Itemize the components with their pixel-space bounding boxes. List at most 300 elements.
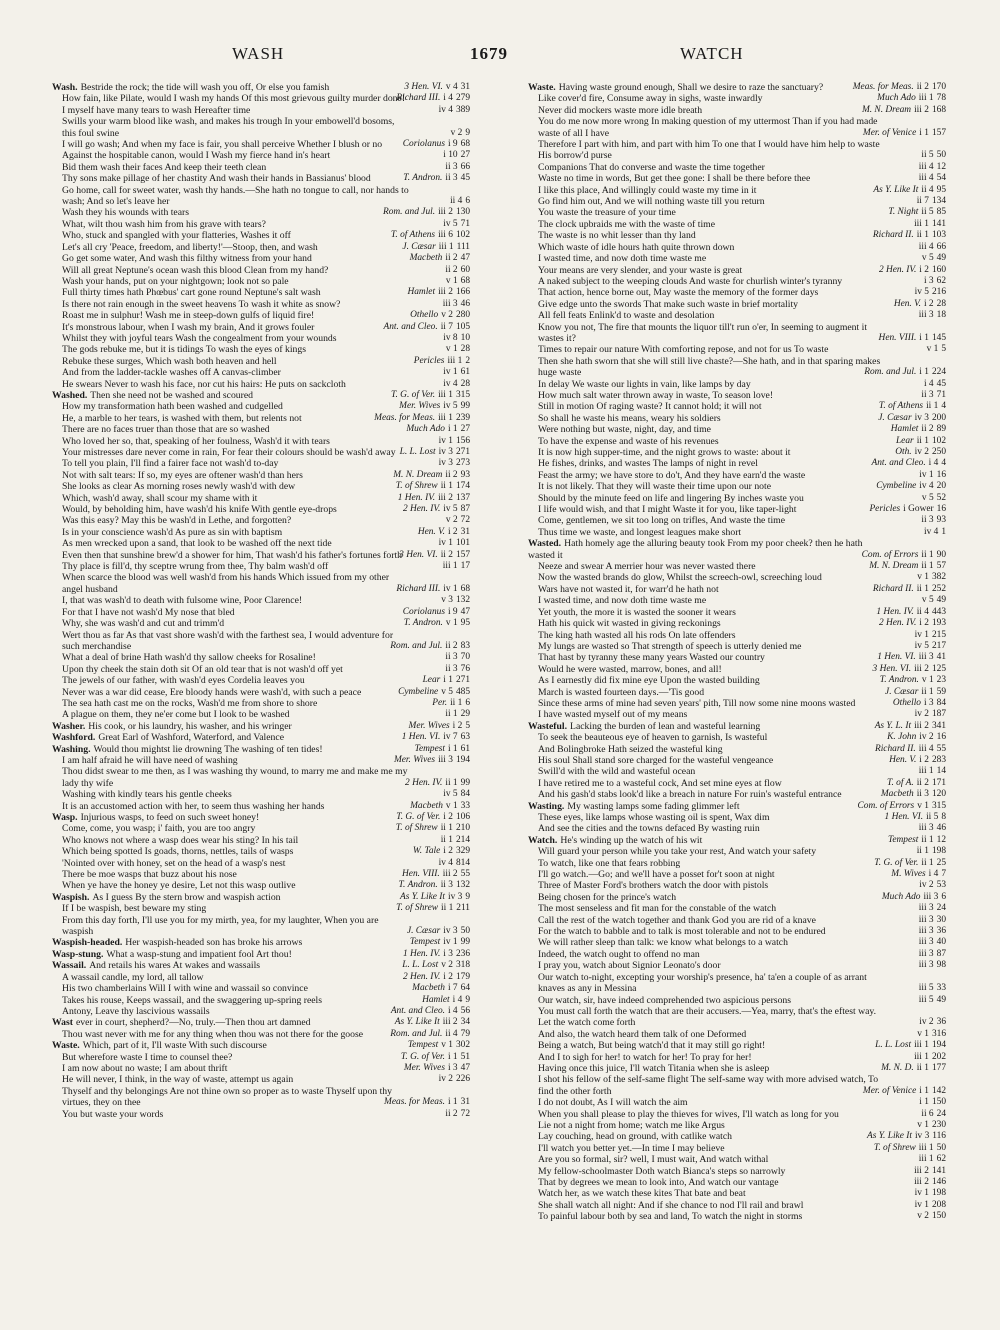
act-scene: i 2 bbox=[919, 754, 929, 765]
play-title: Othello bbox=[892, 697, 921, 708]
citation bbox=[863, 1086, 946, 1097]
line-number: 316 bbox=[931, 1028, 946, 1039]
citation bbox=[422, 995, 470, 1006]
citation bbox=[403, 949, 470, 960]
play-title: Macbeth bbox=[410, 800, 443, 811]
citation bbox=[442, 652, 470, 663]
concordance-entry bbox=[528, 926, 946, 937]
quotation: Which waste of idle hours hath quite thrown down bbox=[538, 241, 735, 253]
act-scene: iv 3 bbox=[914, 1131, 930, 1142]
quotation: All fell feats Enlink'd to waste and desolation bbox=[538, 310, 715, 322]
line-number: 41 bbox=[936, 652, 946, 663]
citation bbox=[396, 93, 470, 104]
line-number: 105 bbox=[455, 321, 470, 332]
citation bbox=[888, 835, 946, 846]
citation bbox=[414, 356, 470, 367]
play-title: T. Andron. bbox=[403, 618, 443, 629]
quotation: Times to repair our nature With comforting repose, and not for us To waste bbox=[538, 344, 829, 356]
concordance-entry bbox=[52, 515, 470, 526]
act-scene: ii 1 bbox=[921, 686, 934, 697]
citation bbox=[853, 82, 946, 93]
concordance-entry bbox=[528, 538, 946, 561]
quotation: Like cover'd fire, Consume away in sighs, waste inwardly bbox=[538, 93, 763, 105]
act-scene: ii 1 bbox=[450, 697, 463, 708]
concordance-entry bbox=[52, 344, 470, 355]
citation bbox=[916, 937, 946, 948]
concordance-entry bbox=[528, 1200, 946, 1211]
concordance-entry bbox=[52, 265, 470, 276]
concordance-entry bbox=[528, 116, 946, 139]
quotation: How much salt water thrown away in waste, To season love! bbox=[538, 389, 774, 401]
act-scene: ii 1 bbox=[445, 709, 458, 720]
citation bbox=[873, 230, 946, 241]
act-scene: iv 2 bbox=[438, 1074, 453, 1085]
concordance-entry bbox=[528, 1052, 946, 1063]
play-title: Mer. of Venice bbox=[862, 1085, 917, 1096]
act-scene: iii 3 bbox=[918, 914, 934, 925]
quotation: Having once this juice, I'll watch Titania when she is asleep bbox=[538, 1062, 770, 1074]
line-number: 53 bbox=[936, 880, 946, 891]
concordance-entry bbox=[52, 207, 470, 218]
concordance-entry bbox=[528, 766, 946, 777]
concordance-entry bbox=[528, 1029, 946, 1040]
quotation: You do me now more wrong In making question of my uttermost Than if you had made waste of all I have bbox=[538, 116, 878, 139]
quotation: Yet youth, the more it is wasted the sooner it wears bbox=[538, 606, 736, 618]
concordance-entry bbox=[528, 744, 946, 755]
line-number: 120 bbox=[931, 789, 946, 800]
line-number: 236 bbox=[455, 948, 470, 959]
act-scene: iv 1 bbox=[443, 937, 458, 948]
headword: Washed. bbox=[52, 389, 88, 401]
citation bbox=[894, 299, 946, 310]
line-number: 202 bbox=[931, 1051, 946, 1062]
concordance-entry bbox=[528, 789, 946, 800]
act-scene: v 1 bbox=[441, 1040, 453, 1051]
citation bbox=[916, 470, 946, 481]
act-scene: iii 1 bbox=[914, 1040, 929, 1051]
quotation: These eyes, like lamps whose wasting oil is spent, Wax dim bbox=[538, 812, 770, 823]
concordance-entry bbox=[528, 447, 946, 458]
citation bbox=[399, 880, 470, 891]
play-title: T. Night bbox=[888, 207, 919, 218]
right-headword: WATCH bbox=[680, 44, 744, 63]
concordance-entry bbox=[528, 1109, 946, 1120]
concordance-entry bbox=[528, 778, 946, 789]
concordance-entry bbox=[528, 972, 946, 995]
line-number: 443 bbox=[931, 606, 946, 617]
concordance-entry bbox=[528, 880, 946, 891]
act-scene: iv 4 bbox=[438, 104, 453, 115]
act-scene: ii 5 bbox=[921, 150, 934, 161]
act-scene: v 2 bbox=[450, 127, 463, 138]
quotation: Thy place is fill'd, thy sceptre wrung from thee, Thy balm wash'd off bbox=[62, 561, 329, 573]
citation bbox=[911, 1177, 946, 1188]
concordance-entry bbox=[528, 641, 946, 652]
act-scene: i 2 bbox=[452, 720, 463, 731]
quotation: He, a marble to her tears, is washed with them, but relents not bbox=[62, 412, 302, 424]
act-scene: ii 3 bbox=[445, 663, 458, 674]
line-number: 170 bbox=[931, 82, 946, 92]
line-number: 45 bbox=[460, 173, 470, 184]
concordance-entry bbox=[528, 401, 946, 412]
concordance-entry bbox=[528, 755, 946, 766]
act-scene: iv 2 bbox=[914, 447, 929, 457]
concordance-entry bbox=[52, 356, 470, 367]
citation bbox=[874, 858, 946, 869]
act-scene: iv 1 bbox=[443, 583, 458, 594]
concordance-entry bbox=[52, 937, 470, 948]
quotation: Hath homely age the alluring beauty took From my poor cheek? then he hath wasted it bbox=[528, 538, 863, 561]
line-number: 230 bbox=[931, 1119, 946, 1130]
act-scene: ii 2 bbox=[445, 253, 458, 264]
line-number: 68 bbox=[460, 139, 470, 150]
quotation: She shall watch all night: And if she chance to nod I'll rail and brawl bbox=[538, 1199, 804, 1211]
concordance-entry bbox=[528, 584, 946, 595]
quotation: Upon thy cheek the stain doth sit Of an old tear that is not wash'd off yet bbox=[62, 663, 343, 675]
citation bbox=[404, 82, 470, 93]
concordance-entry bbox=[528, 1074, 946, 1097]
headword: Washford. bbox=[52, 732, 96, 744]
citation bbox=[436, 458, 470, 469]
act-scene: iii 3 bbox=[923, 891, 939, 902]
quotation: I'll watch you better yet.—In time I may believe bbox=[538, 1142, 725, 1154]
citation bbox=[383, 207, 470, 218]
concordance-entry bbox=[528, 230, 946, 241]
line-number: 20 bbox=[936, 481, 946, 492]
citation bbox=[440, 367, 470, 378]
line-number: 95 bbox=[936, 184, 946, 195]
citation bbox=[442, 265, 470, 276]
act-scene: ii 1 bbox=[916, 583, 929, 594]
citation bbox=[872, 458, 947, 469]
play-title: Richard II. bbox=[872, 230, 914, 241]
concordance-entry bbox=[52, 219, 470, 230]
line-number: 28 bbox=[460, 378, 470, 389]
act-scene: ii 2 bbox=[445, 469, 458, 480]
citation bbox=[400, 892, 470, 903]
citation bbox=[916, 903, 946, 914]
act-scene: i 4 bbox=[447, 1005, 458, 1016]
play-title: J. Cæsar bbox=[402, 241, 436, 252]
line-number: 29 bbox=[460, 709, 470, 720]
act-scene: iv 1 bbox=[914, 1188, 929, 1199]
act-scene: iii 1 bbox=[918, 93, 934, 104]
concordance-entry bbox=[52, 1017, 470, 1028]
act-scene: iii 1 bbox=[438, 241, 454, 252]
quotation: There be moe wasps that buzz about his nose bbox=[62, 869, 237, 881]
quotation: You but waste your words bbox=[62, 1108, 164, 1120]
quotation: The waste is no whit lesser than thy land bbox=[538, 230, 696, 242]
line-number: 72 bbox=[460, 1108, 470, 1119]
headword: Waste. bbox=[528, 82, 556, 93]
act-scene: iv 3 bbox=[438, 458, 453, 469]
citation bbox=[448, 128, 470, 139]
quotation: Being a watch, But being watch'd that it may still go right! bbox=[538, 1040, 766, 1052]
concordance-entry bbox=[52, 493, 470, 504]
act-scene: i 1 bbox=[447, 743, 458, 754]
play-title: Ant. and Cleo. bbox=[390, 1005, 445, 1016]
line-number: 17 bbox=[460, 561, 470, 572]
line-number: 7 bbox=[941, 869, 946, 880]
quotation: The most senseless and fit man for the constable of the watch bbox=[538, 903, 777, 915]
quotation: Is in your conscience wash'd As pure as sin with baptism bbox=[62, 526, 283, 538]
concordance-entry bbox=[52, 698, 470, 709]
concordance-entry bbox=[528, 915, 946, 926]
quotation: Who loved her so, that, speaking of her foulness, Wash'd it with tears bbox=[62, 435, 330, 447]
concordance-entry bbox=[52, 322, 470, 333]
quotation: That action, hence borne out, May waste the memory of the former days bbox=[538, 287, 819, 299]
concordance-entry bbox=[52, 755, 470, 766]
play-title: Ant. and Cleo. bbox=[871, 458, 926, 469]
act-scene: ii 1 bbox=[441, 903, 454, 914]
quotation: He swears Never to wash his face, nor cut his hairs: He puts on sackcloth bbox=[62, 378, 346, 390]
line-number: 49 bbox=[936, 595, 946, 606]
citation bbox=[396, 812, 470, 823]
act-scene: i 1 bbox=[919, 367, 929, 378]
citation bbox=[919, 595, 946, 606]
quotation: Come, gentlemen, we sit too long on trifles, And waste the time bbox=[538, 515, 785, 527]
act-scene: i 1 bbox=[919, 1085, 929, 1096]
citation bbox=[879, 618, 946, 629]
act-scene: i 9 bbox=[447, 606, 458, 617]
concordance-entry bbox=[52, 675, 470, 686]
line-number: 33 bbox=[936, 983, 946, 994]
line-number: 106 bbox=[455, 812, 470, 822]
quotation: Three of Master Ford's brothers watch the door with pistols bbox=[538, 880, 769, 892]
line-number: 16 bbox=[936, 469, 946, 480]
citation bbox=[436, 538, 470, 549]
concordance-entry bbox=[52, 561, 470, 572]
line-number: 132 bbox=[455, 880, 470, 891]
quotation: Having waste ground enough, Shall we desire to raze the sanctuary? bbox=[558, 82, 824, 93]
quotation: Waste no time in words, But get thee gone: I shall be there before thee bbox=[538, 173, 811, 185]
quotation: What, wilt thou wash him from his grave with tears? bbox=[62, 218, 266, 230]
citation bbox=[918, 1109, 946, 1120]
line-number: 485 bbox=[455, 686, 470, 697]
quotation: Which being spotted Is goads, thorns, nettles, tails of wasps bbox=[62, 846, 294, 858]
citation bbox=[885, 812, 946, 823]
concordance-entry bbox=[52, 538, 470, 549]
citation bbox=[858, 801, 946, 812]
quotation: Would, by beholding him, have wash'd his knife With gentle eye-drops bbox=[62, 504, 337, 516]
concordance-entry bbox=[528, 675, 946, 686]
quotation: Antony, Leave thy lascivious wassails bbox=[62, 1005, 210, 1017]
act-scene: v 1 bbox=[445, 618, 458, 629]
concordance-entry bbox=[52, 150, 470, 161]
concordance-entry bbox=[528, 515, 946, 526]
concordance-entry bbox=[528, 310, 946, 321]
act-scene: ii 3 bbox=[445, 652, 458, 663]
act-scene: iii 1 bbox=[918, 1154, 934, 1165]
quotation: I, that was wash'd to death with fulsome wine, Poor Clarence! bbox=[62, 595, 303, 607]
citation bbox=[384, 1097, 470, 1108]
act-scene: iii 2 bbox=[914, 1177, 929, 1187]
line-number: 160 bbox=[931, 264, 946, 275]
citation bbox=[396, 584, 470, 595]
concordance-entry bbox=[52, 1074, 470, 1085]
quotation: When scarce the blood was well wash'd from his hands Which issued from my other angel husband bbox=[62, 572, 390, 595]
quotation: That hast by tyranny these many years Wasted our country bbox=[538, 652, 765, 664]
line-number: 46 bbox=[460, 298, 470, 309]
quotation: I am now about no waste; I am about thrift bbox=[62, 1062, 228, 1074]
citation bbox=[442, 1109, 470, 1120]
line-number: 71 bbox=[460, 218, 470, 229]
act-scene: v 3 bbox=[441, 595, 453, 606]
concordance-entry bbox=[52, 458, 470, 469]
quotation: Wars have not wasted it, for warr'd he hath not bbox=[538, 583, 719, 595]
concordance-entry bbox=[52, 949, 470, 960]
citation bbox=[862, 105, 946, 116]
act-scene: i 3 bbox=[443, 948, 453, 959]
play-title: Mer. Wives bbox=[393, 754, 436, 765]
concordance-entry bbox=[52, 846, 470, 857]
citation bbox=[440, 219, 470, 230]
quotation: Lay couching, head on ground, with catlike watch bbox=[538, 1131, 732, 1143]
play-title: Hamlet bbox=[422, 994, 450, 1005]
quotation: Watch her, as we watch these kites That bate and beat bbox=[538, 1188, 746, 1200]
act-scene: iii 2 bbox=[442, 869, 458, 880]
concordance-entry bbox=[52, 481, 470, 492]
line-number: 224 bbox=[931, 367, 946, 378]
headword: Wasp-stung. bbox=[52, 948, 104, 960]
concordance-entry bbox=[528, 595, 946, 606]
concordance-entry bbox=[52, 1109, 470, 1120]
concordance-entry bbox=[52, 664, 470, 675]
quotation: Swills your warm blood like wash, and makes his trough In your embowell'd bosoms, this foul swine bbox=[62, 116, 395, 139]
line-number: 99 bbox=[460, 401, 470, 412]
play-title: Much Ado bbox=[881, 891, 921, 902]
concordance-entry bbox=[528, 1188, 946, 1199]
line-number: 27 bbox=[460, 424, 470, 435]
citation bbox=[914, 1120, 946, 1131]
line-number: 315 bbox=[931, 800, 946, 811]
quotation: We will rather sleep than talk: we know what belongs to a watch bbox=[538, 937, 788, 949]
play-title: 2 Hen. IV. bbox=[405, 777, 443, 788]
quotation: ever in court, shepherd?—No, truly.—Then thou art damned bbox=[76, 1017, 311, 1029]
act-scene: ii 2 bbox=[916, 777, 929, 788]
line-number: 36 bbox=[936, 926, 946, 937]
quotation: The clock upbraids me with the waste of time bbox=[538, 218, 716, 230]
concordance-entry bbox=[52, 1052, 470, 1063]
act-scene: iii 2 bbox=[914, 663, 929, 674]
concordance-entry bbox=[52, 82, 470, 93]
citation bbox=[410, 310, 470, 321]
act-scene: iv 3 bbox=[443, 926, 458, 937]
concordance-entry bbox=[528, 572, 946, 583]
play-title: W. Tale bbox=[412, 846, 441, 857]
concordance-entry bbox=[52, 652, 470, 663]
line-number: 61 bbox=[460, 367, 470, 378]
quotation: Great Earl of Washford, Waterford, and Valence bbox=[98, 732, 284, 744]
line-number: 193 bbox=[931, 618, 946, 629]
concordance-entry bbox=[528, 82, 946, 93]
concordance-entry bbox=[52, 116, 470, 139]
quotation: The king hath wasted all his rods On late offenders bbox=[538, 629, 736, 641]
citation bbox=[916, 766, 946, 777]
concordance-entry bbox=[52, 607, 470, 618]
citation bbox=[440, 299, 470, 310]
citation bbox=[889, 755, 946, 766]
line-number: 12 bbox=[936, 834, 946, 845]
citation bbox=[916, 960, 946, 971]
quotation: Bid them wash their faces And keep their teeth clean bbox=[62, 161, 267, 173]
citation bbox=[391, 1006, 470, 1017]
concordance-entry bbox=[52, 960, 470, 971]
act-scene: i 1 bbox=[447, 1051, 458, 1062]
line-number: 68 bbox=[460, 275, 470, 286]
concordance-entry bbox=[528, 607, 946, 618]
citation bbox=[408, 1040, 470, 1051]
concordance-entry bbox=[528, 379, 946, 390]
citation bbox=[919, 493, 946, 504]
concordance-entry bbox=[528, 618, 946, 629]
quotation: Wert thou as far As that vast shore wash'd with the farthest sea, I would adventure for such merchandise bbox=[62, 629, 394, 652]
line-number: 16 bbox=[936, 732, 946, 743]
concordance-entry bbox=[52, 162, 470, 173]
concordance-entry bbox=[528, 276, 946, 287]
line-number: 85 bbox=[936, 207, 946, 218]
line-number: 60 bbox=[460, 264, 470, 275]
citation bbox=[916, 1154, 946, 1165]
line-number: 49 bbox=[936, 994, 946, 1005]
concordance-entry bbox=[52, 732, 470, 743]
concordance-entry bbox=[528, 812, 946, 823]
concordance-entry bbox=[528, 185, 946, 196]
citation bbox=[440, 379, 470, 390]
play-title: As Y. Like It bbox=[873, 184, 919, 195]
act-scene: i 1 bbox=[447, 424, 458, 435]
right-column bbox=[528, 82, 946, 1312]
quotation: As I earnestly did fix mine eye Upon the wasted building bbox=[538, 675, 760, 687]
act-scene: i 2 bbox=[443, 846, 453, 857]
quotation: Companions That do converse and waste the time together bbox=[538, 161, 765, 173]
quotation: That by degrees we mean to look into, And watch our vantage bbox=[538, 1177, 779, 1188]
citation bbox=[410, 253, 470, 264]
line-number: 95 bbox=[460, 618, 470, 629]
concordance-entry bbox=[52, 835, 470, 846]
line-number: 51 bbox=[460, 1051, 470, 1062]
concordance-entry bbox=[52, 721, 470, 732]
quotation: The jewels of our father, with wash'd eyes Cordelia leaves you bbox=[62, 675, 305, 687]
citation bbox=[891, 869, 946, 880]
citation bbox=[881, 1063, 946, 1074]
line-number: 83 bbox=[460, 640, 470, 651]
concordance-entry bbox=[52, 276, 470, 287]
act-scene: i 4 bbox=[452, 994, 463, 1005]
citation bbox=[921, 527, 946, 538]
citation bbox=[916, 880, 946, 891]
quotation: But wherefore waste I time to counsel thee? bbox=[62, 1051, 233, 1063]
concordance-entry bbox=[528, 949, 946, 960]
citation bbox=[877, 652, 946, 663]
concordance-entry bbox=[528, 1063, 946, 1074]
quotation: And his gash'd stabs look'd like a breach in nature For ruin's wasteful entrance bbox=[538, 789, 842, 801]
play-title: Tempest bbox=[409, 937, 441, 948]
citation bbox=[415, 744, 470, 755]
quotation: Why, she was wash'd and cut and trimm'd bbox=[62, 618, 225, 630]
concordance-entry bbox=[528, 207, 946, 218]
citation bbox=[918, 390, 946, 401]
act-scene: ii 7 bbox=[440, 321, 453, 332]
play-title: J. Cæsar bbox=[885, 686, 919, 697]
act-scene: iv 2 bbox=[919, 1017, 934, 1028]
line-number: 25 bbox=[936, 857, 946, 868]
line-number: 50 bbox=[460, 926, 470, 937]
play-title: Cymbeline bbox=[398, 686, 439, 697]
play-title: Much Ado bbox=[877, 93, 916, 104]
act-scene: v 2 bbox=[445, 515, 458, 526]
concordance-entry bbox=[52, 572, 470, 595]
